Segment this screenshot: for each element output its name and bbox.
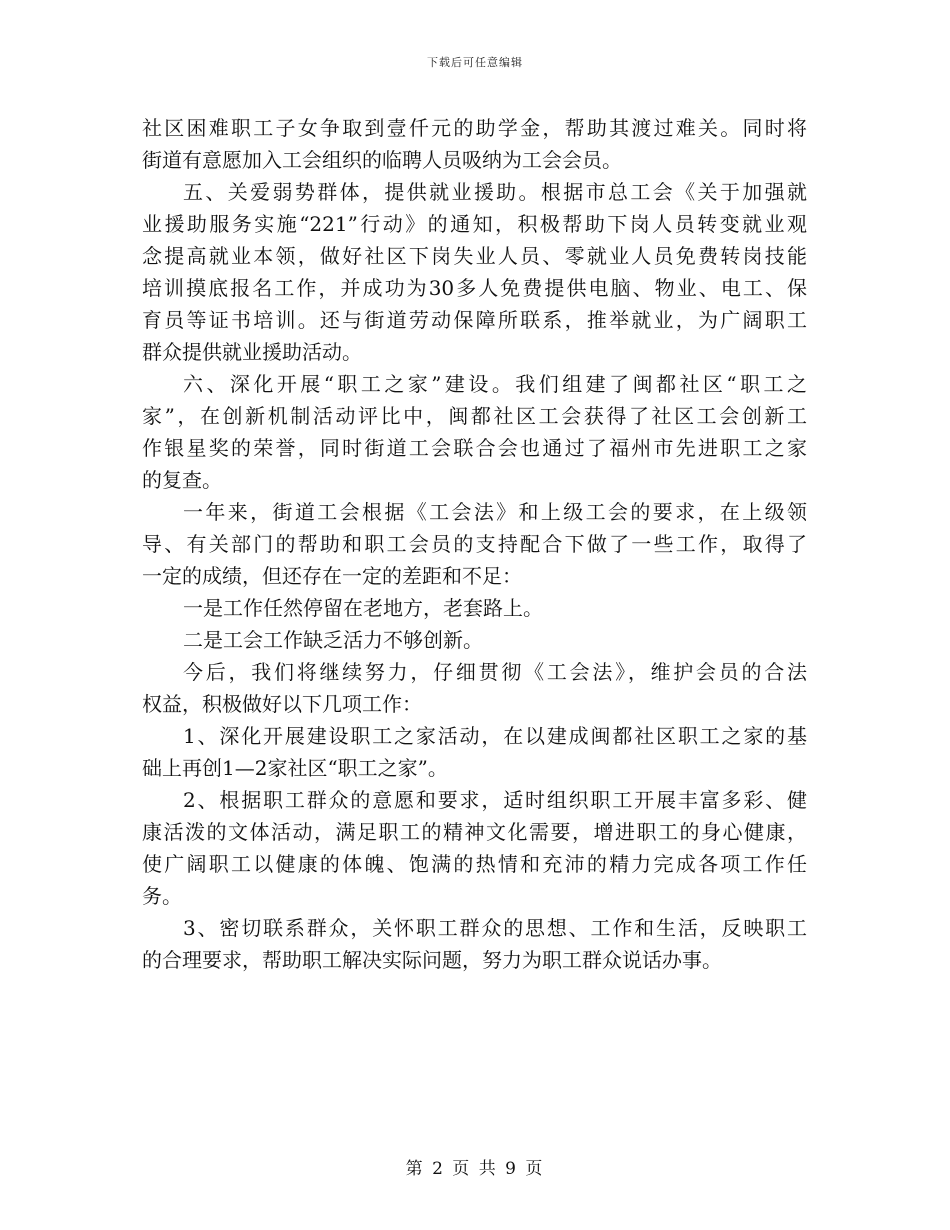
text-line: 家”，在创新机制活动评比中，闽都社区工会获得了社区工会创新工	[142, 404, 807, 428]
text-line: 一是工作任然停留在老地方，老套路上。	[183, 596, 543, 620]
text-line: 培训摸底报名工作，并成功为30多人免费提供电脑、物业、电工、保	[142, 276, 807, 300]
text-line: 3、密切联系群众，关怀职工群众的思想、工作和生活，反映职工	[183, 916, 807, 940]
text-line: 康活泼的文体活动，满足职工的精神文化需要，增进职工的身心健康，	[142, 820, 807, 844]
text-line: 五、关爱弱势群体，提供就业援助。根据市总工会《关于加强就	[183, 180, 807, 204]
document-body	[142, 112, 807, 976]
text-line: 导、有关部门的帮助和职工会员的支持配合下做了一些工作，取得了	[142, 532, 807, 556]
text-line: 2、根据职工群众的意愿和要求，适时组织职工开展丰富多彩、健	[183, 788, 807, 812]
text-line: 业援助服务实施“221”行动》的通知，积极帮助下岗人员转变就业观	[142, 212, 807, 236]
text-line: 育员等证书培训。还与街道劳动保障所联系，推举就业，为广阔职工	[142, 308, 807, 332]
text-line: 街道有意愿加入工会组织的临聘人员吸纳为工会会员。	[142, 148, 622, 172]
text-line: 1、深化开展建设职工之家活动，在以建成闽都社区职工之家的基	[183, 724, 807, 748]
text-line: 的合理要求，帮助职工解决实际问题，努力为职工群众说话办事。	[142, 948, 722, 972]
text-line: 作银星奖的荣誉，同时街道工会联合会也通过了福州市先进职工之家	[142, 436, 807, 460]
text-line: 础上再创1—2家社区“职工之家”。	[142, 756, 448, 780]
text-line: 一年来，街道工会根据《工会法》和上级工会的要求，在上级领	[183, 500, 807, 524]
text-line: 务。	[142, 884, 182, 908]
text-line: 使广阔职工以健康的体魄、饱满的热情和充沛的精力完成各项工作任	[142, 852, 807, 876]
text-line: 权益，积极做好以下几项工作：	[142, 692, 422, 716]
text-line: 一定的成绩，但还存在一定的差距和不足：	[142, 564, 522, 588]
page-header: 下载后可任意编辑	[427, 56, 523, 69]
page-footer: 第 2 页 共 9 页	[405, 1159, 545, 1179]
text-line: 二是工会工作缺乏活力不够创新。	[183, 628, 483, 652]
text-line: 六、深化开展“职工之家”建设。我们组建了闽都社区“职工之	[183, 372, 807, 396]
text-line: 今后，我们将继续努力，仔细贯彻《工会法》，维护会员的合法	[183, 660, 807, 684]
text-line: 社区困难职工子女争取到壹仟元的助学金，帮助其渡过难关。同时将	[142, 116, 807, 140]
text-line: 群众提供就业援助活动。	[142, 340, 362, 364]
text-line: 念提高就业本领，做好社区下岗失业人员、零就业人员免费转岗技能	[142, 244, 807, 268]
text-line: 的复查。	[142, 468, 222, 492]
